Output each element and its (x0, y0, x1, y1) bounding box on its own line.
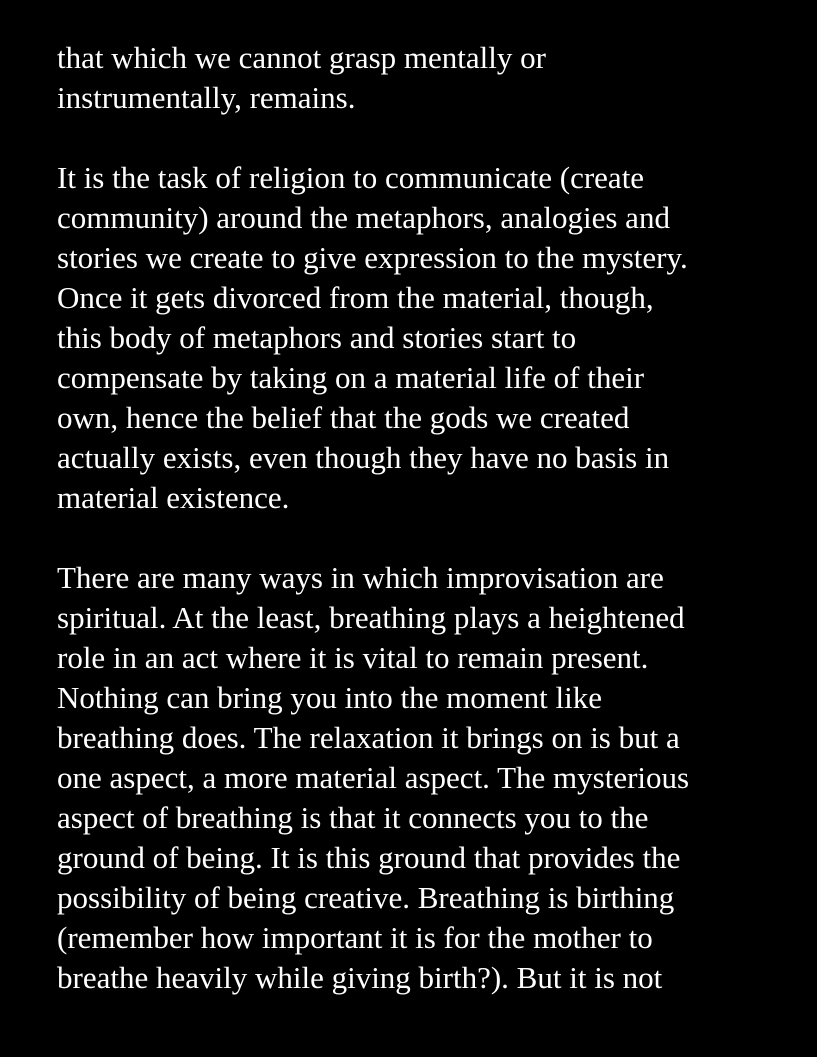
text-line: breathing does. The relaxation it brings on is but a (57, 720, 680, 755)
paragraph-1 (57, 38, 802, 118)
paragraph-3 (57, 558, 802, 998)
text-line: ground of being. It is this ground that provides the (57, 840, 681, 875)
text-line: that which we cannot grasp mentally or (57, 40, 546, 75)
text-line: one aspect, a more material aspect. The mysterious (57, 760, 690, 795)
text-line: stories we create to give expression to the mystery. (57, 240, 688, 275)
text-line: this body of metaphors and stories start to (57, 320, 577, 355)
text-line: aspect of breathing is that it connects you to the (57, 800, 649, 835)
text-line: spiritual. At the least, breathing plays a heightened (57, 600, 685, 635)
text-line: (remember how important it is for the mother to (57, 920, 653, 955)
paragraph-gap (57, 118, 802, 158)
text-line: community) around the metaphors, analogies and (57, 200, 670, 235)
text-line: actually exists, even though they have no basis in (57, 440, 670, 475)
text-line: material existence. (57, 480, 290, 515)
text-line: own, hence the belief that the gods we created (57, 400, 630, 435)
text-line: There are many ways in which improvisation are (57, 560, 664, 595)
document-page (57, 38, 802, 998)
text-line: instrumentally, remains. (57, 80, 356, 115)
text-line: It is the task of religion to communicate (create (57, 160, 645, 195)
text-line: possibility of being creative. Breathing is birthing (57, 880, 675, 915)
text-line: breathe heavily while giving birth?). But it is not (57, 960, 663, 995)
paragraph-gap (57, 518, 802, 558)
text-line: role in an act where it is vital to remain present. (57, 640, 649, 675)
text-line: Once it gets divorced from the material, though, (57, 280, 654, 315)
paragraph-2 (57, 158, 802, 518)
text-line: compensate by taking on a material life of their (57, 360, 645, 395)
text-line: Nothing can bring you into the moment like (57, 680, 602, 715)
